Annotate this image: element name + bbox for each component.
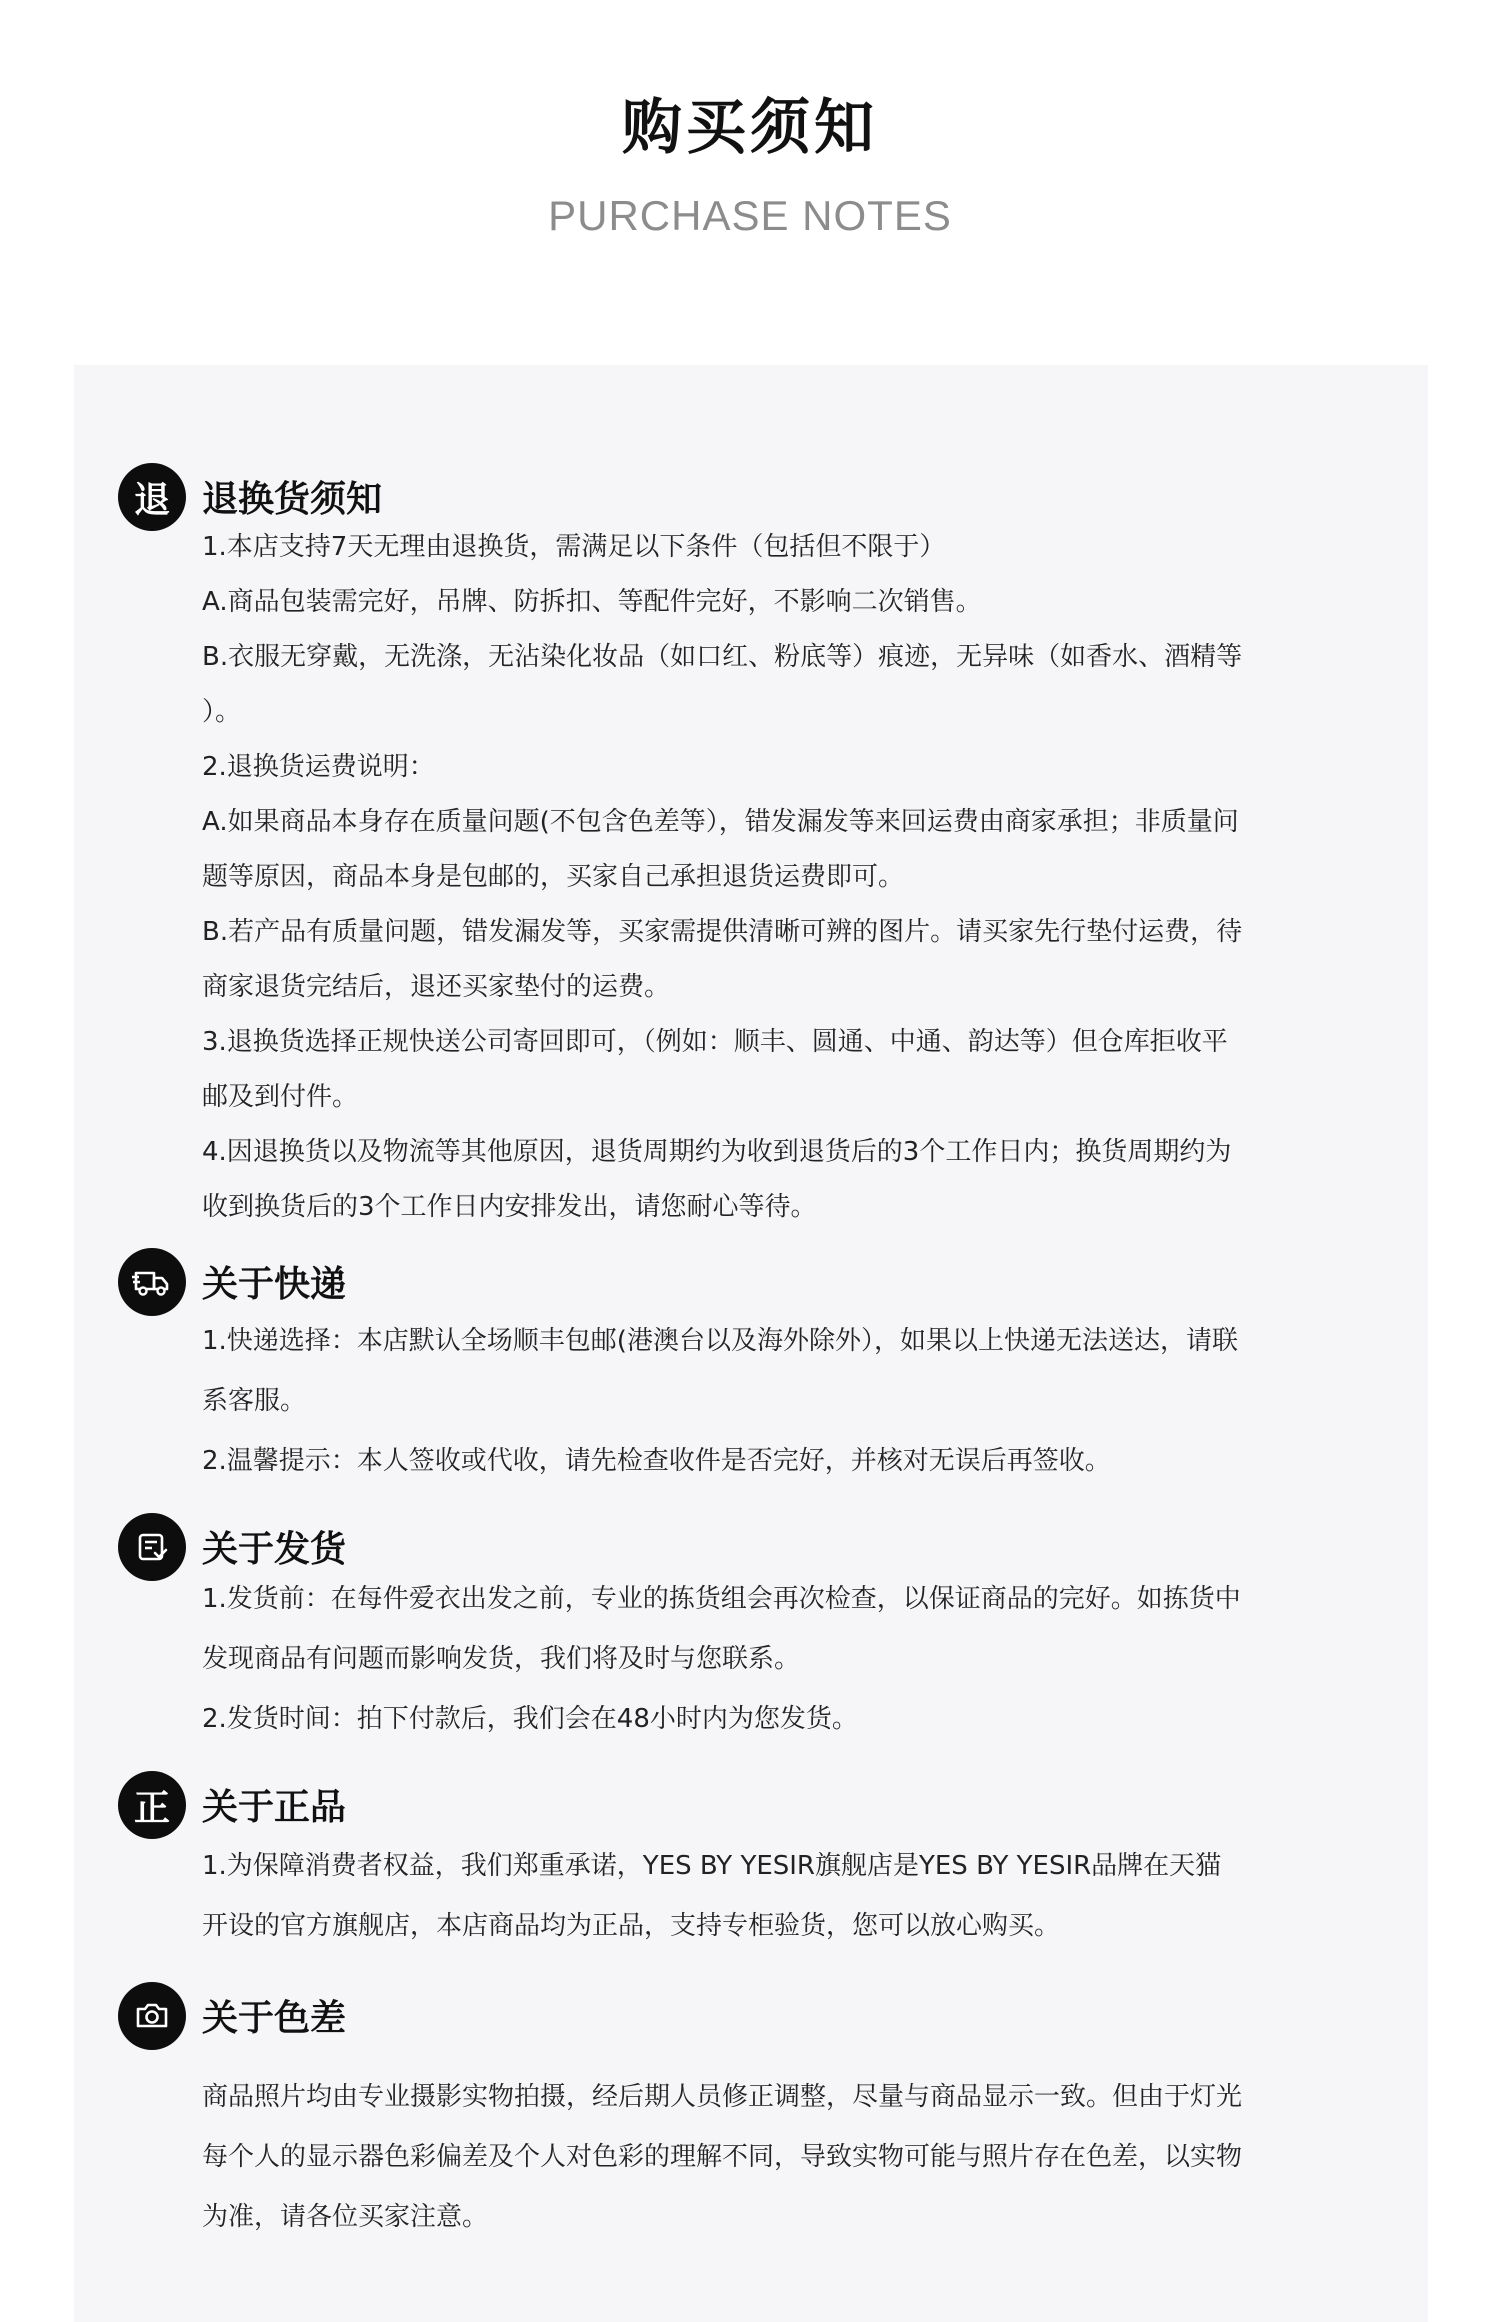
section-body (202, 1311, 1392, 1491)
section-header (118, 1771, 1388, 1841)
section-title: 关于色差 (202, 1998, 347, 2039)
text-line: A.如果商品本身存在质量问题(不包含色差等），错发漏发等来回运费由商家承担；非质量问 (202, 807, 1239, 837)
section-title: 关于正品 (202, 1787, 347, 1828)
section-authenticity (118, 1771, 1388, 1941)
text-line: 2.发货时间：拍下付款后，我们会在48小时内为您发货。 (202, 1704, 858, 1734)
text-line: 4.因退换货以及物流等其他原因，退货周期约为收到退货后的3个工作日内；换货周期约为 (202, 1137, 1232, 1167)
section-shipping-courier (118, 1248, 1388, 1476)
section-title: 退换货须知 (202, 479, 383, 520)
text-line: 为准，请各位买家注意。 (202, 2202, 489, 2232)
notes-panel (74, 365, 1428, 2322)
page-title: 购买须知 (622, 93, 878, 163)
text-line: 每个人的显示器色彩偏差及个人对色彩的理解不同，导致实物可能与照片存在色差，以实物 (202, 2142, 1243, 2172)
text-line: 1.为保障消费者权益，我们郑重承诺，YES BY YESIR旗舰店是YES BY YESIR品牌在天猫 (202, 1851, 1222, 1881)
section-title: 关于发货 (202, 1529, 347, 1570)
authentic-badge-icon: 正 (118, 1771, 186, 1839)
text-line: 1.发货前：在每件爱衣出发之前，专业的拣货组会再次检查，以保证商品的完好。如拣货中 (202, 1584, 1241, 1614)
section-returns (118, 463, 1388, 1222)
text-line: ）。 (202, 697, 242, 727)
text-line: 商家退货完结后，退还买家垫付的运费。 (202, 972, 671, 1002)
return-badge-icon: 退 (118, 463, 186, 531)
section-body (202, 2067, 1392, 2247)
text-line: B.衣服无穿戴，无洗涤，无沾染化妆品（如口红、粉底等）痕迹，无异味（如香水、酒精等 (202, 642, 1243, 672)
shipping-box-icon (118, 1513, 186, 1581)
page-subtitle: PURCHASE NOTES (548, 192, 952, 239)
text-line: 系客服。 (202, 1386, 307, 1416)
text-line: 2.退换货运费说明： (202, 752, 435, 782)
text-line: 发现商品有问题而影响发货，我们将及时与您联系。 (202, 1644, 801, 1674)
text-line: B.若产品有质量问题，错发漏发等，买家需提供清晰可辨的图片。请买家先行垫付运费，待 (202, 917, 1243, 947)
text-line: 1.快递选择：本店默认全场顺丰包邮(港澳台以及海外除外），如果以上快递无法送达，请联 (202, 1326, 1238, 1356)
text-line: 题等原因，商品本身是包邮的，买家自己承担退货运费即可。 (202, 862, 905, 892)
text-line: A.商品包装需完好，吊牌、防拆扣、等配件完好，不影响二次销售。 (202, 587, 982, 617)
section-header (118, 1982, 1388, 2052)
delivery-truck-icon (118, 1248, 186, 1316)
text-line: 3.退换货选择正规快送公司寄回即可，（例如：顺丰、圆通、中通、韵达等）但仓库拒收平 (202, 1027, 1228, 1057)
text-line: 邮及到付件。 (202, 1082, 359, 1112)
text-line: 商品照片均由专业摄影实物拍摄，经后期人员修正调整，尽量与商品显示一致。但由于灯光 (202, 2082, 1243, 2112)
section-dispatch (118, 1513, 1388, 1734)
section-color-difference (118, 1982, 1388, 2232)
section-header (118, 1248, 1388, 1318)
camera-icon (118, 1982, 186, 2050)
text-line: 1.本店支持7天无理由退换货，需满足以下条件（包括但不限于） (202, 532, 946, 562)
section-body (202, 1569, 1392, 1749)
text-line: 收到换货后的3个工作日内安排发出，请您耐心等待。 (202, 1192, 817, 1222)
text-line: 2.温馨提示：本人签收或代收，请先检查收件是否完好，并核对无误后再签收。 (202, 1446, 1111, 1476)
section-body (202, 1836, 1392, 1956)
section-title: 关于快递 (202, 1264, 347, 1305)
section-body (202, 520, 1392, 1235)
text-line: 开设的官方旗舰店，本店商品均为正品，支持专柜验货，您可以放心购买。 (202, 1911, 1061, 1941)
